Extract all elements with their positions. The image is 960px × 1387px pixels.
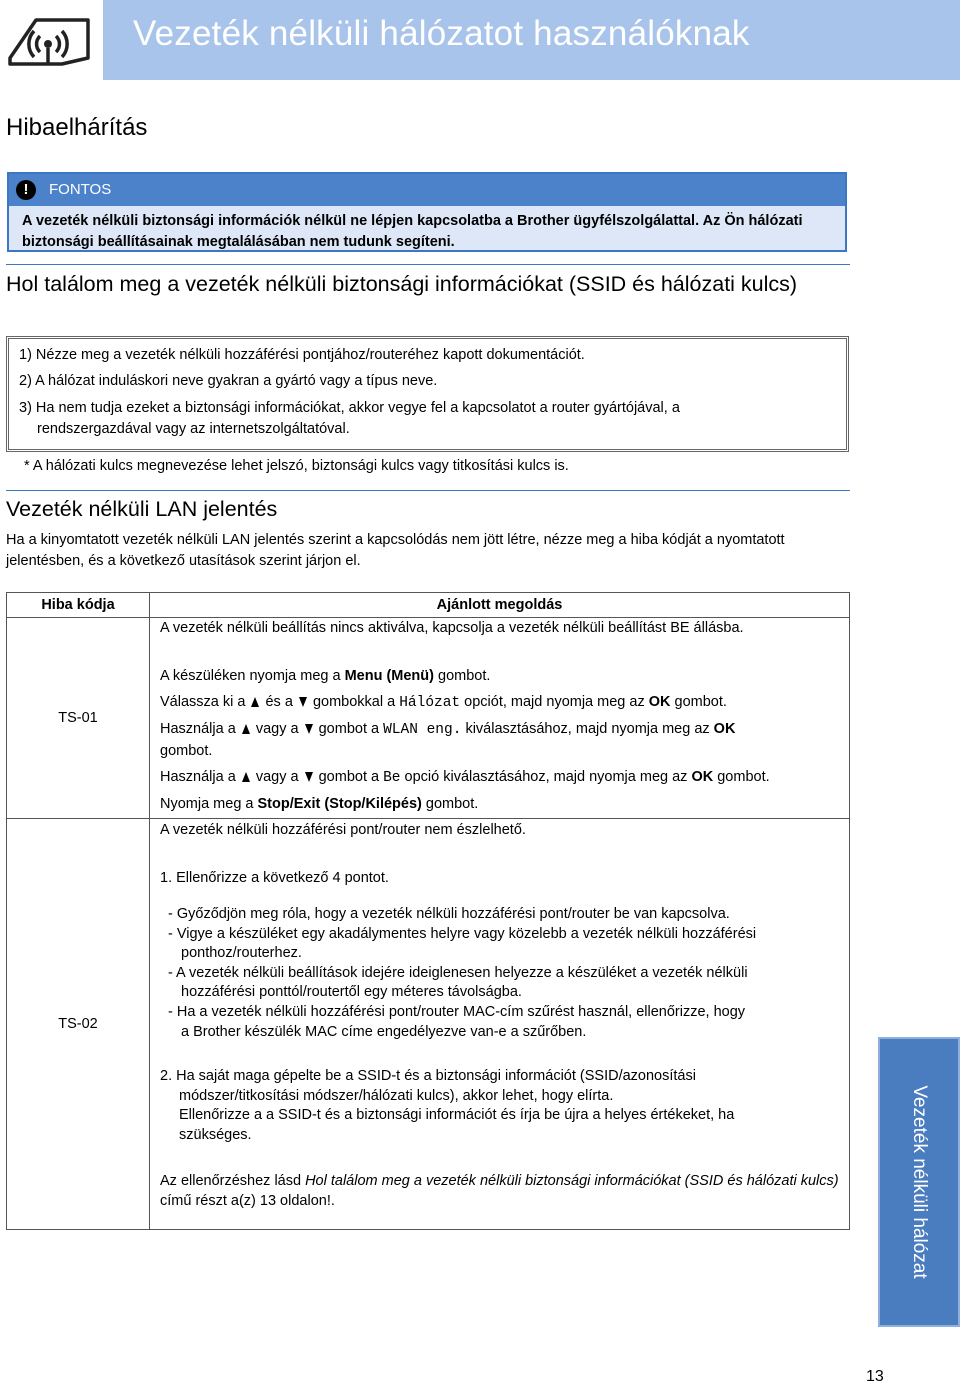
list-item: - A vezeték nélküli beállítások idejére ideiglenesen helyezze a készüléket a vezeték nélküli [168, 964, 748, 981]
column-header-solution: Ajánlott megoldás [150, 593, 850, 618]
list-item: - Ha a vezeték nélküli hozzáférési pont/router MAC-cím szűrést használ, ellenőrizze, hogy [168, 1003, 746, 1020]
ssid-steps-box [6, 336, 849, 452]
important-text: A vezeték nélküli biztonsági információk nélkül ne lépjen kapcsolatba a Brother ügyfélszolgálattal. Az Ön hálózati biztonsági beállításainak megtalálásában nem tudunk segíteni. [22, 213, 803, 250]
down-arrow-icon [305, 724, 313, 734]
chapter-side-tab [878, 1037, 960, 1327]
column-header-code: Hiba kódja [7, 593, 150, 618]
down-arrow-icon [305, 772, 313, 782]
section-title-troubleshooting: Hibaelhárítás [6, 114, 148, 141]
error-code-table [6, 592, 850, 1230]
solution-step: Használja a vagy a gombot a Be opció kiválasztásához, majd nyomja meg az OK gombot. [160, 769, 770, 786]
lan-report-title: Vezeték nélküli LAN jelentés [6, 497, 278, 521]
solution-step: Nyomja meg a Stop/Exit (Stop/Kilépés) gombot. [160, 796, 479, 812]
step-2: 2) A hálózat induláskori neve gyakran a gyártó vagy a típus neve. [19, 373, 438, 389]
error-code-ts02: TS-02 [7, 819, 150, 1230]
cross-reference-link: Hol találom meg a vezeték nélküli biztonsági információkat (SSID és hálózati kulcs) [305, 1172, 839, 1189]
down-arrow-icon [299, 697, 307, 707]
list-item: - Vigye a készüléket egy akadálymentes helyre vagy közelebb a vezeték nélküli hozzáférési [168, 925, 757, 942]
list-item: hozzáférési ponttól/routertől egy méteres távolságba. [181, 984, 522, 1001]
table-row [7, 618, 850, 819]
network-key-note: * A hálózati kulcs megnevezése lehet jelszó, biztonsági kulcs vagy titkosítási kulcs is. [24, 458, 569, 474]
page-number: 13 [866, 1368, 884, 1385]
solution-point: 2. Ha saját maga gépelte be a SSID-t és a biztonsági információt (SSID/azonosítási módszer/titkosítási módszer/hálózati kulcs), akkor lehet, hogy elírta. Ellenőrizze a a SSID-t és a biztonsági információt és írja be újra a helyes értékeket, ha szükséges. [160, 1068, 735, 1143]
ssid-section-title: Hol találom meg a vezeték nélküli biztonsági információkat (SSID és hálózati kulcs) [6, 272, 798, 296]
solution-step: A készüléken nyomja meg a Menu (Menü) gombot. [160, 668, 491, 684]
up-arrow-icon [242, 724, 250, 734]
step-3: 3) Ha nem tudja ezeket a biztonsági információkat, akkor vegye fel a kapcsolatot a router gyártójával, a [19, 400, 680, 416]
solution-step: Használja a vagy a gombot a WLAN eng. kiválasztásához, majd nyomja meg az OK gombot. [160, 721, 736, 759]
section-divider [6, 264, 850, 265]
wireless-icon [6, 14, 92, 70]
important-label: FONTOS [49, 181, 112, 198]
solution-point: 1. Ellenőrizze a következő 4 pontot. [160, 870, 389, 886]
cross-reference: Az ellenőrzéshez lásd Hol találom meg a vezeték nélküli biztonsági információkat (SSID és hálózati kulcs) című részt a(z) 13 oldalon!. [160, 1172, 839, 1210]
table-header-row [7, 593, 850, 618]
list-item: - Győződjön meg róla, hogy a vezeték nélküli hozzáférési pont/router be van kapcsolva. [168, 906, 730, 922]
up-arrow-icon [251, 697, 259, 707]
checklist [160, 905, 849, 1042]
page-header-title: Vezeték nélküli hálózatot használóknak [133, 14, 750, 53]
solution-step: Válassza ki a és a gombokkal a Hálózat opciót, majd nyomja meg az OK gombot. [160, 694, 727, 711]
solution-ts01 [150, 618, 850, 819]
side-tab-label: Vezeték nélküli hálózat [909, 1085, 930, 1279]
lan-report-intro: Ha a kinyomtatott vezeték nélküli LAN jelentés szerint a kapcsolódás nem jött létre, nézze meg a hiba kódját a nyomtatott jelentésben, és a következő utasítások szerint járjon el. [6, 532, 785, 569]
solution-ts02 [150, 819, 850, 1230]
section-divider [6, 490, 850, 491]
important-header [9, 174, 845, 206]
step-1: 1) Nézze meg a vezeték nélküli hozzáférési pontjához/routeréhez kapott dokumentációt. [19, 347, 585, 363]
important-notice [7, 172, 847, 252]
solution-lead: A vezeték nélküli hozzáférési pont/router nem észlelhető. [160, 822, 526, 838]
list-item: a Brother készülék MAC címe engedélyezve van-e a szűrőben. [181, 1023, 587, 1040]
step-3-continued: rendszergazdával vagy az internetszolgáltatóval. [37, 421, 350, 437]
list-item: ponthoz/routerhez. [181, 945, 302, 962]
table-row [7, 819, 850, 1230]
up-arrow-icon [242, 772, 250, 782]
solution-lead: A vezeték nélküli beállítás nincs aktiválva, kapcsolja a vezeték nélküli beállítást BE állásba. [160, 620, 744, 636]
error-code-ts01: TS-01 [7, 618, 150, 819]
exclamation-icon: ! [16, 180, 36, 200]
